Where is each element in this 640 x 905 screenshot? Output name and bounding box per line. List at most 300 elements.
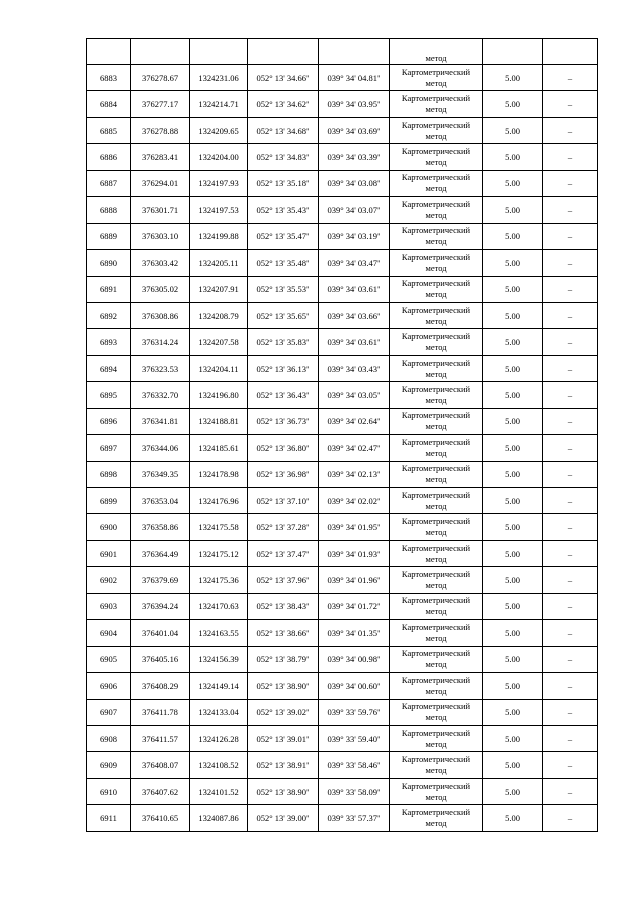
method-text-line1: Картометрический [401,727,471,738]
latitude-cell: 052° 13' 36.43" [248,382,319,408]
table-row [87,620,598,646]
method-cell [390,805,483,831]
accuracy-cell: 5.00 [483,540,543,566]
longitude-cell: 039° 34' 03.47" [319,250,390,276]
x-coordinate-cell: 376314.24 [131,329,190,355]
method-text-line1: Картометрический [401,383,471,394]
description-cell: – [543,752,598,778]
longitude-cell: 039° 34' 00.60" [319,673,390,699]
method-cell [390,223,483,249]
table-row [87,435,598,461]
latitude-cell: 052° 13' 34.68" [248,117,319,143]
table-row [87,302,598,328]
y-coordinate-cell: 1324199.88 [190,223,248,249]
header-cell [131,39,190,65]
latitude-cell: 052° 13' 37.28" [248,514,319,540]
accuracy-cell: 5.00 [483,91,543,117]
description-cell: – [543,408,598,434]
x-coordinate-cell: 376411.57 [131,725,190,751]
x-coordinate-cell: 376305.02 [131,276,190,302]
coordinates-table [86,38,598,832]
x-coordinate-cell: 376407.62 [131,778,190,804]
method-cell [390,699,483,725]
method-cell [390,778,483,804]
x-coordinate-cell: 376344.06 [131,435,190,461]
description-cell: – [543,223,598,249]
longitude-cell: 039° 34' 01.72" [319,593,390,619]
latitude-cell: 052° 13' 39.01" [248,725,319,751]
description-cell: – [543,170,598,196]
method-cell [390,65,483,91]
point-number-cell: 6896 [87,408,131,434]
table-row [87,461,598,487]
method-cell [390,567,483,593]
method-cell [390,302,483,328]
latitude-cell: 052° 13' 38.66" [248,620,319,646]
method-text-line1: Картометрический [401,806,471,817]
accuracy-cell: 5.00 [483,752,543,778]
x-coordinate-cell: 376411.78 [131,699,190,725]
point-number-cell: 6906 [87,673,131,699]
method-text-line1: Картометрический [401,542,471,553]
method-text-line2: метод [425,157,447,168]
longitude-cell: 039° 34' 03.95" [319,91,390,117]
method-text-line1: Картометрический [401,304,471,315]
header-cell [483,39,543,65]
method-text-line2: метод [425,712,447,723]
method-text-line2: метод [425,53,447,63]
description-cell: – [543,567,598,593]
accuracy-cell: 5.00 [483,673,543,699]
table-row [87,170,598,196]
method-text-line1: Картометрический [401,119,471,130]
point-number-cell: 6897 [87,435,131,461]
description-cell: – [543,514,598,540]
table-row [87,805,598,831]
table-row [87,593,598,619]
point-number-cell: 6887 [87,170,131,196]
method-cell [390,461,483,487]
longitude-cell: 039° 34' 02.13" [319,461,390,487]
method-text-line1: Картометрический [401,251,471,262]
x-coordinate-cell: 376364.49 [131,540,190,566]
latitude-cell: 052° 13' 35.53" [248,276,319,302]
point-number-cell: 6883 [87,65,131,91]
method-cell [390,117,483,143]
latitude-cell: 052° 13' 38.91" [248,752,319,778]
accuracy-cell: 5.00 [483,144,543,170]
method-text-line2: метод [425,527,447,538]
accuracy-cell: 5.00 [483,223,543,249]
method-text-line2: метод [425,659,447,670]
y-coordinate-cell: 1324208.79 [190,302,248,328]
accuracy-cell: 5.00 [483,699,543,725]
method-text-line2: метод [425,817,447,828]
method-text-line2: метод [425,342,447,353]
method-text-line2: метод [425,209,447,220]
method-cell [390,329,483,355]
y-coordinate-cell: 1324196.80 [190,382,248,408]
x-coordinate-cell: 376408.07 [131,752,190,778]
point-number-cell: 6894 [87,355,131,381]
x-coordinate-cell: 376323.53 [131,355,190,381]
method-cell [390,355,483,381]
description-cell: – [543,673,598,699]
table-row [87,91,598,117]
header-cell [87,39,131,65]
method-text-line1: Картометрический [401,278,471,289]
x-coordinate-cell: 376332.70 [131,382,190,408]
y-coordinate-cell: 1324175.58 [190,514,248,540]
accuracy-cell: 5.00 [483,567,543,593]
method-cell [390,488,483,514]
longitude-cell: 039° 34' 02.47" [319,435,390,461]
x-coordinate-cell: 376394.24 [131,593,190,619]
method-text-line2: метод [425,183,447,194]
y-coordinate-cell: 1324204.00 [190,144,248,170]
method-text-line1: Картометрический [401,357,471,368]
y-coordinate-cell: 1324214.71 [190,91,248,117]
method-text-line1: Картометрический [401,463,471,474]
method-cell [390,673,483,699]
description-cell: – [543,197,598,223]
method-text-line2: метод [425,765,447,776]
accuracy-cell: 5.00 [483,461,543,487]
y-coordinate-cell: 1324205.11 [190,250,248,276]
point-number-cell: 6892 [87,302,131,328]
method-text-line2: метод [425,130,447,141]
point-number-cell: 6884 [87,91,131,117]
accuracy-cell: 5.00 [483,250,543,276]
table-row [87,329,598,355]
method-text-line1: Картометрический [401,754,471,765]
y-coordinate-cell: 1324197.93 [190,170,248,196]
method-text-line1: Картометрический [401,331,471,342]
accuracy-cell: 5.00 [483,329,543,355]
longitude-cell: 039° 34' 03.05" [319,382,390,408]
description-cell: – [543,382,598,408]
method-cell [390,435,483,461]
longitude-cell: 039° 34' 00.98" [319,646,390,672]
method-text-line2: метод [425,553,447,564]
y-coordinate-cell: 1324170.63 [190,593,248,619]
table-row [87,355,598,381]
latitude-cell: 052° 13' 35.65" [248,302,319,328]
method-cell [390,408,483,434]
latitude-cell: 052° 13' 38.90" [248,778,319,804]
table-row [87,197,598,223]
point-number-cell: 6905 [87,646,131,672]
method-text-line2: метод [425,104,447,115]
x-coordinate-cell: 376303.10 [131,223,190,249]
method-cell [390,593,483,619]
method-text-line2: метод [425,685,447,696]
description-cell: – [543,778,598,804]
y-coordinate-cell: 1324156.39 [190,646,248,672]
point-number-cell: 6910 [87,778,131,804]
description-cell: – [543,725,598,751]
longitude-cell: 039° 34' 03.61" [319,276,390,302]
method-text-line2: метод [425,421,447,432]
method-text-line2: метод [425,606,447,617]
latitude-cell: 052° 13' 34.66" [248,65,319,91]
description-cell: – [543,250,598,276]
point-number-cell: 6885 [87,117,131,143]
y-coordinate-cell: 1324176.96 [190,488,248,514]
x-coordinate-cell: 376405.16 [131,646,190,672]
x-coordinate-cell: 376349.35 [131,461,190,487]
accuracy-cell: 5.00 [483,593,543,619]
table-row [87,223,598,249]
method-text-line1: Картометрический [401,674,471,685]
longitude-cell: 039° 34' 03.07" [319,197,390,223]
table-row [87,646,598,672]
header-cell [319,39,390,65]
table-row [87,276,598,302]
header-cell [190,39,248,65]
latitude-cell: 052° 13' 35.43" [248,197,319,223]
latitude-cell: 052° 13' 36.98" [248,461,319,487]
description-cell: – [543,435,598,461]
y-coordinate-cell: 1324133.04 [190,699,248,725]
accuracy-cell: 5.00 [483,514,543,540]
method-cell [390,250,483,276]
description-cell: – [543,540,598,566]
longitude-cell: 039° 34' 03.69" [319,117,390,143]
latitude-cell: 052° 13' 35.47" [248,223,319,249]
y-coordinate-cell: 1324209.65 [190,117,248,143]
method-cell [390,197,483,223]
point-number-cell: 6903 [87,593,131,619]
point-number-cell: 6907 [87,699,131,725]
point-number-cell: 6900 [87,514,131,540]
method-text-line1: Картометрический [401,93,471,104]
point-number-cell: 6898 [87,461,131,487]
point-number-cell: 6895 [87,382,131,408]
point-number-cell: 6904 [87,620,131,646]
latitude-cell: 052° 13' 39.02" [248,699,319,725]
point-number-cell: 6901 [87,540,131,566]
latitude-cell: 052° 13' 35.83" [248,329,319,355]
method-text-line1: Картометрический [401,621,471,632]
point-number-cell: 6911 [87,805,131,831]
accuracy-cell: 5.00 [483,646,543,672]
description-cell: – [543,593,598,619]
method-cell [390,276,483,302]
x-coordinate-cell: 376308.86 [131,302,190,328]
longitude-cell: 039° 34' 03.43" [319,355,390,381]
description-cell: – [543,276,598,302]
longitude-cell: 039° 34' 02.02" [319,488,390,514]
longitude-cell: 039° 34' 01.93" [319,540,390,566]
longitude-cell: 039° 34' 02.64" [319,408,390,434]
method-cell [390,725,483,751]
longitude-cell: 039° 33' 58.09" [319,778,390,804]
accuracy-cell: 5.00 [483,276,543,302]
y-coordinate-cell: 1324231.06 [190,65,248,91]
point-number-cell: 6908 [87,725,131,751]
y-coordinate-cell: 1324178.98 [190,461,248,487]
accuracy-cell: 5.00 [483,197,543,223]
point-number-cell: 6899 [87,488,131,514]
table-row [87,250,598,276]
table-row [87,752,598,778]
accuracy-cell: 5.00 [483,355,543,381]
longitude-cell: 039° 34' 04.81" [319,65,390,91]
longitude-cell: 039° 34' 01.35" [319,620,390,646]
description-cell: – [543,805,598,831]
description-cell: – [543,117,598,143]
method-cell [390,382,483,408]
latitude-cell: 052° 13' 34.83" [248,144,319,170]
method-text-line2: метод [425,262,447,273]
latitude-cell: 052° 13' 38.79" [248,646,319,672]
x-coordinate-cell: 376379.69 [131,567,190,593]
table-row [87,725,598,751]
description-cell: – [543,302,598,328]
point-number-cell: 6902 [87,567,131,593]
method-cell [390,91,483,117]
method-text-line1: Картометрический [401,436,471,447]
y-coordinate-cell: 1324149.14 [190,673,248,699]
method-text-line2: метод [425,77,447,88]
method-text-line1: Картометрический [401,198,471,209]
latitude-cell: 052° 13' 36.73" [248,408,319,434]
table-row [87,144,598,170]
y-coordinate-cell: 1324188.81 [190,408,248,434]
table-row [87,117,598,143]
method-text-line1: Картометрический [401,146,471,157]
y-coordinate-cell: 1324204.11 [190,355,248,381]
point-number-cell: 6889 [87,223,131,249]
latitude-cell: 052° 13' 36.80" [248,435,319,461]
point-number-cell: 6886 [87,144,131,170]
method-cell [390,514,483,540]
longitude-cell: 039° 34' 03.66" [319,302,390,328]
method-text-line2: метод [425,632,447,643]
header-method-cell [390,39,483,65]
x-coordinate-cell: 376410.65 [131,805,190,831]
longitude-cell: 039° 34' 03.08" [319,170,390,196]
method-text-line2: метод [425,394,447,405]
method-cell [390,620,483,646]
method-text-line1: Картометрический [401,701,471,712]
accuracy-cell: 5.00 [483,302,543,328]
method-text-line2: метод [425,500,447,511]
y-coordinate-cell: 1324197.53 [190,197,248,223]
table-row [87,567,598,593]
method-cell [390,144,483,170]
x-coordinate-cell: 376353.04 [131,488,190,514]
accuracy-cell: 5.00 [483,805,543,831]
description-cell: – [543,620,598,646]
table-row [87,514,598,540]
longitude-cell: 039° 34' 03.19" [319,223,390,249]
method-text-line2: метод [425,447,447,458]
accuracy-cell: 5.00 [483,170,543,196]
latitude-cell: 052° 13' 37.47" [248,540,319,566]
method-text-line1: Картометрический [401,172,471,183]
method-text-line2: метод [425,474,447,485]
accuracy-cell: 5.00 [483,725,543,751]
description-cell: – [543,355,598,381]
method-cell [390,752,483,778]
table-row [87,673,598,699]
description-cell: – [543,488,598,514]
longitude-cell: 039° 34' 03.39" [319,144,390,170]
x-coordinate-cell: 376303.42 [131,250,190,276]
y-coordinate-cell: 1324108.52 [190,752,248,778]
method-text-line2: метод [425,738,447,749]
longitude-cell: 039° 33' 59.76" [319,699,390,725]
x-coordinate-cell: 376301.71 [131,197,190,223]
latitude-cell: 052° 13' 37.10" [248,488,319,514]
accuracy-cell: 5.00 [483,408,543,434]
latitude-cell: 052° 13' 35.48" [248,250,319,276]
y-coordinate-cell: 1324175.36 [190,567,248,593]
latitude-cell: 052° 13' 39.00" [248,805,319,831]
method-text-line2: метод [425,791,447,802]
description-cell: – [543,646,598,672]
x-coordinate-cell: 376278.88 [131,117,190,143]
point-number-cell: 6893 [87,329,131,355]
table-row [87,488,598,514]
point-number-cell: 6890 [87,250,131,276]
y-coordinate-cell: 1324207.91 [190,276,248,302]
description-cell: – [543,461,598,487]
method-text-line1: Картометрический [401,489,471,500]
y-coordinate-cell: 1324126.28 [190,725,248,751]
method-text-line1: Картометрический [401,225,471,236]
latitude-cell: 052° 13' 38.43" [248,593,319,619]
table-header-row [87,39,598,65]
point-number-cell: 6909 [87,752,131,778]
longitude-cell: 039° 33' 57.37" [319,805,390,831]
method-text-line2: метод [425,315,447,326]
latitude-cell: 052° 13' 36.13" [248,355,319,381]
y-coordinate-cell: 1324101.52 [190,778,248,804]
description-cell: – [543,329,598,355]
method-text-line1: Картометрический [401,66,471,77]
longitude-cell: 039° 33' 59.40" [319,725,390,751]
y-coordinate-cell: 1324087.86 [190,805,248,831]
latitude-cell: 052° 13' 35.18" [248,170,319,196]
description-cell: – [543,699,598,725]
x-coordinate-cell: 376401.04 [131,620,190,646]
longitude-cell: 039° 34' 01.95" [319,514,390,540]
latitude-cell: 052° 13' 37.96" [248,567,319,593]
description-cell: – [543,144,598,170]
method-text-line1: Картометрический [401,516,471,527]
table-row [87,65,598,91]
accuracy-cell: 5.00 [483,382,543,408]
description-cell: – [543,91,598,117]
x-coordinate-cell: 376358.86 [131,514,190,540]
x-coordinate-cell: 376294.01 [131,170,190,196]
accuracy-cell: 5.00 [483,778,543,804]
accuracy-cell: 5.00 [483,435,543,461]
accuracy-cell: 5.00 [483,488,543,514]
table-row [87,408,598,434]
y-coordinate-cell: 1324163.55 [190,620,248,646]
latitude-cell: 052° 13' 34.62" [248,91,319,117]
x-coordinate-cell: 376277.17 [131,91,190,117]
method-text-line2: метод [425,368,447,379]
method-text-line1: Картометрический [401,648,471,659]
x-coordinate-cell: 376278.67 [131,65,190,91]
method-cell [390,646,483,672]
x-coordinate-cell: 376408.29 [131,673,190,699]
